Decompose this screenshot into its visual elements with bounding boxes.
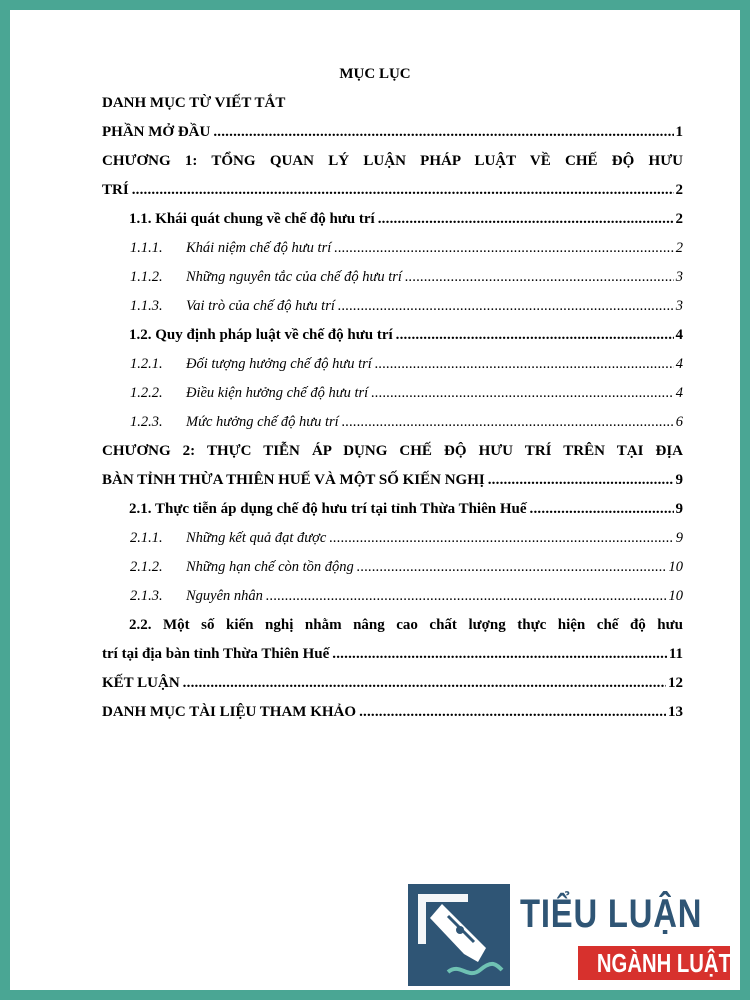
toc-entry-number: 2.1.3.: [130, 588, 163, 604]
toc-entry-text: TRÍ: [102, 182, 129, 198]
toc-entry-page: 4: [675, 356, 683, 372]
toc-entry-text: Những nguyên tắc của chế độ hưu trí: [186, 269, 402, 285]
toc-entry-number: 2.1.2.: [130, 559, 163, 575]
toc-entry-page: 13: [668, 704, 683, 720]
toc-entry-1-1-3[interactable]: [130, 295, 683, 317]
toc-entry-number: 2.1.1.: [130, 530, 163, 546]
toc-entry-text: Nguyên nhân: [186, 588, 263, 604]
fountain-pen-nib-icon: [408, 884, 510, 986]
toc-entry-2-1-1[interactable]: [130, 527, 683, 549]
toc-entry-text: DANH MỤC TÀI LIỆU THAM KHẢO: [102, 704, 357, 720]
toc-entry-number: 1.1.1.: [130, 240, 163, 256]
toc-entry-page: 10: [668, 559, 683, 575]
toc-entry-text: PHẦN MỞ ĐẦU: [102, 124, 211, 140]
toc-entry-chapter-2-cont[interactable]: [102, 469, 683, 491]
toc-entry-1-1-2[interactable]: [130, 266, 683, 288]
toc-entry-1-2-3[interactable]: [130, 411, 683, 433]
toc-entry-page: 2: [675, 182, 683, 198]
toc-entry-introduction[interactable]: [102, 121, 683, 143]
toc-entry-number: 1.2.1.: [130, 356, 163, 372]
document-page: [10, 10, 740, 990]
toc-entry-page: 9: [675, 530, 683, 546]
toc-entry-text: BÀN TỈNH THỪA THIÊN HUẾ VÀ MỘT SỐ KIẾN NGHỊ: [102, 472, 485, 488]
toc-entry-page: 10: [668, 588, 683, 604]
logo-subtitle: NGÀNH LUẬT: [596, 948, 731, 978]
brand-logo: [408, 876, 730, 980]
toc-entry-references[interactable]: [102, 701, 683, 723]
toc-entry-page: 9: [675, 472, 683, 488]
toc-entry-1-2-1[interactable]: [130, 353, 683, 375]
toc-entry-page: 9: [675, 501, 683, 517]
toc-entry-2-1-3[interactable]: [130, 585, 683, 607]
toc-entry-text: DANH MỤC TỪ VIẾT TẮT: [102, 95, 286, 111]
toc-entry-text: Đối tượng hưởng chế độ hưu trí: [186, 356, 372, 372]
toc-entry-text: trí tại địa bàn tỉnh Thừa Thiên Huế: [102, 646, 330, 662]
toc-entry-page: 3: [675, 269, 683, 285]
toc-entry-chapter-1[interactable]: CHƯƠNG 1: TỔNG QUAN LÝ LUẬN PHÁP LUẬT VỀ CHẾ ĐỘ HƯU: [102, 153, 683, 169]
toc-entry-page: 2: [675, 240, 683, 256]
toc-entry-1-2-2[interactable]: [130, 382, 683, 404]
toc-entry-2-2-cont[interactable]: [102, 643, 683, 665]
toc-entry-text: Khái niệm chế độ hưu trí: [186, 240, 332, 256]
toc-entry-page: 4: [675, 385, 683, 401]
logo-subtitle-badge: [578, 946, 730, 980]
toc-entry-2-1-2[interactable]: [130, 556, 683, 578]
toc-entry-page: 1: [675, 124, 683, 140]
toc-entry-number: 1.2.2.: [130, 385, 163, 401]
toc-entry-2-1[interactable]: [129, 498, 683, 520]
toc-entry-text: 1.1. Khái quát chung về chế độ hưu trí: [129, 211, 375, 227]
toc-entry-text: Mức hưởng chế độ hưu trí: [186, 414, 339, 430]
toc-entry-conclusion[interactable]: [102, 672, 683, 694]
toc-entry-text: Những kết quả đạt được: [186, 530, 327, 546]
logo-title: TIỂU LUẬN: [520, 892, 703, 936]
toc-entry-chapter-2[interactable]: CHƯƠNG 2: THỰC TIỄN ÁP DỤNG CHẾ ĐỘ HƯU TRÍ TRÊN TẠI ĐỊA: [102, 443, 683, 459]
page-title: MỤC LỤC: [339, 66, 411, 82]
toc-entry-text: 1.2. Quy định pháp luật về chế độ hưu trí: [129, 327, 393, 343]
toc-entry-text: 2.1. Thực tiễn áp dụng chế độ hưu trí tại tỉnh Thừa Thiên Huế: [129, 501, 527, 517]
toc-entry-text: KẾT LUẬN: [102, 675, 180, 691]
toc-entry-page: 2: [675, 211, 683, 227]
toc-entry-chapter-1-cont[interactable]: [102, 179, 683, 201]
toc-entry-page: 11: [668, 646, 683, 662]
toc-entry-text: Điều kiện hưởng chế độ hưu trí: [186, 385, 369, 401]
toc-entry-abbreviations[interactable]: [102, 92, 402, 114]
toc-entry-1-1[interactable]: [129, 208, 683, 230]
toc-entry-page: 3: [675, 298, 683, 314]
toc-entry-number: 1.1.3.: [130, 298, 163, 314]
toc-entry-1-2[interactable]: [129, 324, 683, 346]
toc-entry-page: 6: [675, 414, 683, 430]
toc-entry-text: Vai trò của chế độ hưu trí: [186, 298, 335, 314]
toc-entry-1-1-1[interactable]: [130, 237, 683, 259]
toc-entry-number: 1.1.2.: [130, 269, 163, 285]
toc-entry-text: Những hạn chế còn tồn động: [186, 559, 354, 575]
toc-entry-2-2[interactable]: 2.2. Một số kiến nghị nhằm nâng cao chất lượng thực hiện chế độ hưu: [129, 617, 683, 633]
toc-entry-page: 12: [668, 675, 683, 691]
toc-entry-page: 4: [675, 327, 683, 343]
toc-entry-number: 1.2.3.: [130, 414, 163, 430]
